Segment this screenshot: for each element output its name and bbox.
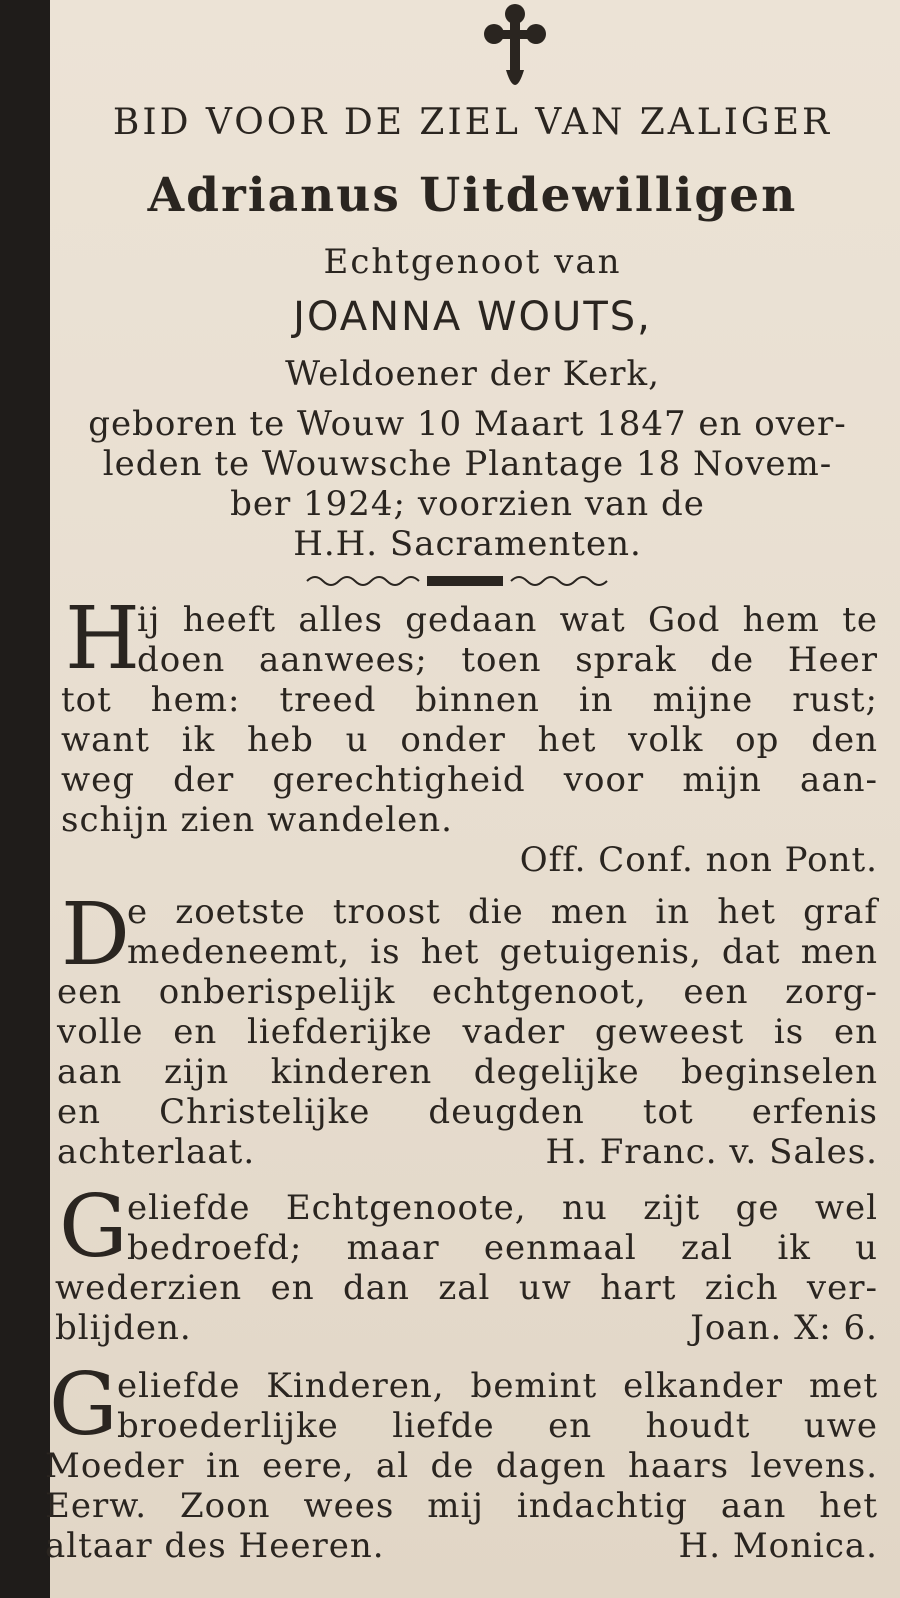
dropcap: G — [49, 1355, 118, 1455]
paragraph-line: medeneemt, is het getuigenis, dat men — [127, 932, 878, 972]
citation: Off. Conf. non Pont. — [519, 840, 878, 880]
role-line: Weldoener der Kerk, — [285, 354, 660, 394]
spouse-name: JOANNA WOUTS, — [293, 294, 652, 340]
paragraph-line: want ik heb u onder het volk op den — [61, 720, 878, 760]
paragraph-line: altaar des Heeren. — [45, 1526, 385, 1566]
paragraph-line: ij heeft alles gedaan wat God hem te — [137, 600, 878, 640]
citation: Joan. X: 6. — [690, 1308, 878, 1348]
paragraph-line: e zoetste troost die men in het graf — [127, 892, 878, 932]
paragraph-line: een onberispelijk echtgenoot, een zorg- — [57, 972, 878, 1012]
paragraph-line: aan zijn kinderen degelijke beginselen — [57, 1052, 878, 1092]
paragraph-line: schijn zien wandelen. — [61, 800, 453, 840]
bio-line: geboren te Wouw 10 Maart 1847 en over- — [88, 404, 847, 444]
dropcap: G — [59, 1177, 128, 1277]
deceased-name: Adrianus Uitdewilligen — [147, 168, 798, 223]
paragraph-line: doen aanwees; toen sprak de Heer — [137, 640, 878, 680]
bio-line: H.H. Sacramenten. — [293, 524, 642, 564]
paragraph-line: volle en liefderijke vader geweest is en — [57, 1012, 878, 1052]
dropcap: H — [65, 589, 140, 689]
paragraph-line: broederlijke liefde en houdt uwe — [117, 1406, 878, 1446]
paragraph-line: Moeder in eere, al de dagen haars levens. — [45, 1446, 878, 1486]
card-content — [45, 0, 890, 1598]
black-mourning-border — [0, 0, 50, 1598]
citation: H. Franc. v. Sales. — [545, 1132, 878, 1172]
citation: H. Monica. — [678, 1526, 878, 1566]
paragraph-line: blijden. — [55, 1308, 192, 1348]
paragraph-line: en Christelijke deugden tot erfenis — [57, 1092, 878, 1132]
paragraph-line: eliefde Kinderen, bemint elkander met — [117, 1366, 878, 1406]
paragraph-line: Eerw. Zoon wees mij indachtig aan het — [45, 1486, 878, 1526]
bio-line: ber 1924; voorzien van de — [230, 484, 705, 524]
paragraph-line: weg der gerechtigheid voor mijn aan- — [61, 760, 878, 800]
spouse-label: Echtgenoot van — [323, 242, 622, 282]
bio-line: leden te Wouwsche Plantage 18 Novem- — [102, 444, 833, 484]
paragraph-line: bedroefd; maar eenmaal zal ik u — [127, 1228, 878, 1268]
prayer-heading: BID VOOR DE ZIEL VAN ZALIGER — [112, 102, 833, 143]
paragraph-line: wederzien en dan zal uw hart zich ver- — [55, 1268, 878, 1308]
paragraph-line: achterlaat. — [57, 1132, 256, 1172]
paragraph-line: eliefde Echtgenoote, nu zijt ge wel — [127, 1188, 878, 1228]
dropcap: D — [61, 885, 130, 985]
ornamental-divider-icon — [305, 570, 625, 592]
paragraph-line: tot hem: treed binnen in mijne rust; — [61, 680, 878, 720]
latin-cross-icon — [480, 2, 550, 98]
